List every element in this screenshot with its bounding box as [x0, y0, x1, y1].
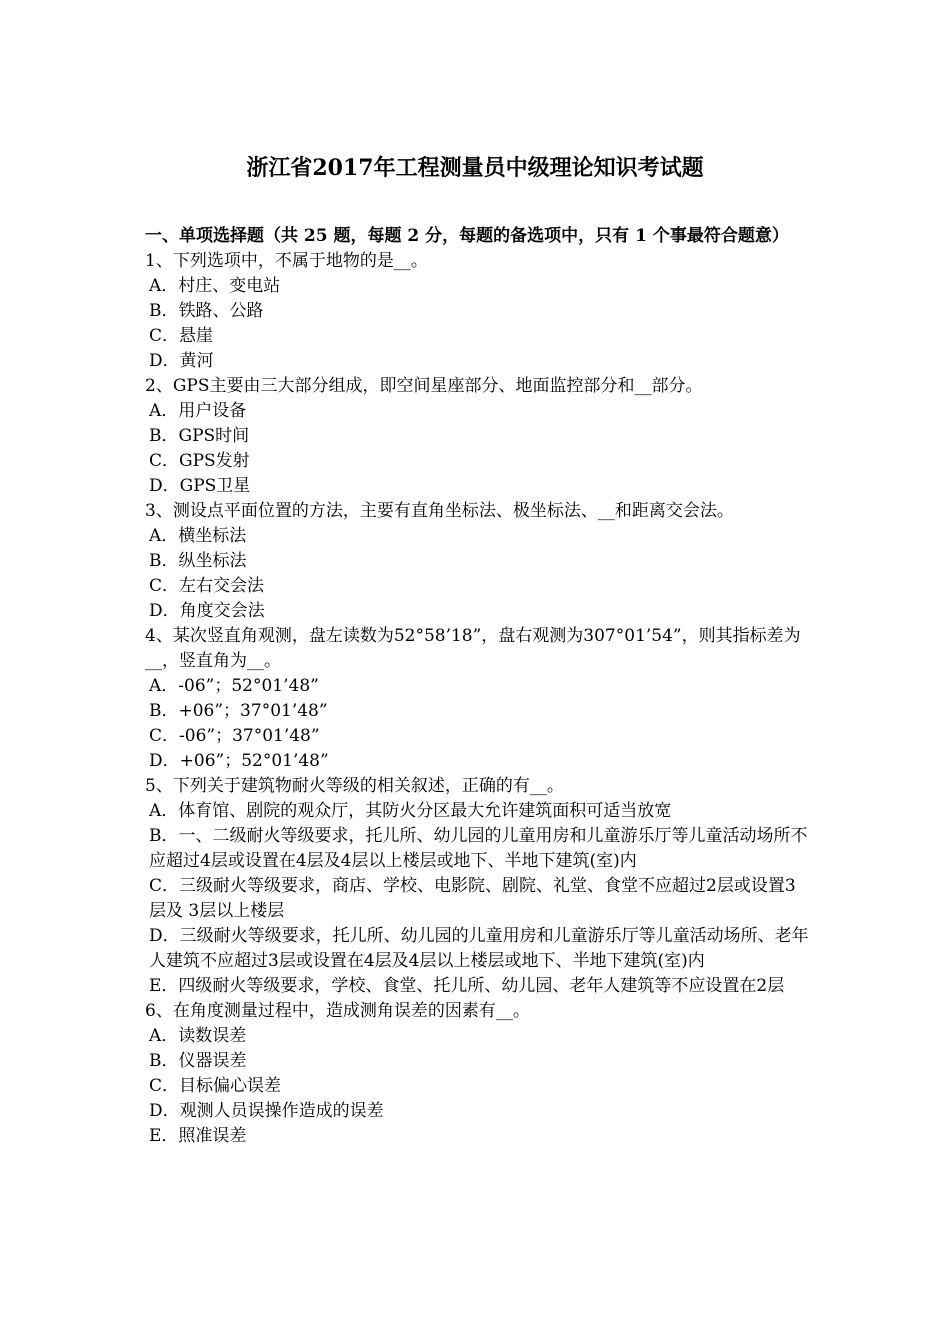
question-block: [145, 249, 810, 374]
option-c: C．左右交会法: [149, 576, 265, 596]
question-text: 3、测设点平面位置的方法，主要有直角坐标法、极坐标法、__和距离交会法。: [145, 501, 734, 521]
question-text: 5、下列关于建筑物耐火等级的相关叙述，正确的有__。: [145, 776, 564, 796]
option-b: B．+06”；37°01’48”: [149, 701, 328, 721]
option-d: D．观测人员误操作造成的误差: [149, 1101, 384, 1121]
question-block: [145, 624, 810, 774]
option-d: D．黄河: [149, 351, 214, 371]
option-d: D．+06”；52°01’48”: [149, 751, 329, 771]
option-b: B．纵坐标法: [149, 551, 247, 571]
option-b: B．仪器误差: [149, 1051, 247, 1071]
option-a: A．村庄、变电站: [149, 276, 281, 296]
question-text: 2、GPS主要由三大部分组成，即空间星座部分、地面监控部分和__部分。: [145, 376, 703, 396]
option-a: A．-06”；52°01’48”: [149, 676, 319, 696]
option-d: D．角度交会法: [149, 601, 265, 621]
option-c: C．三级耐火等级要求，商店、学校、电影院、剧院、礼堂、食堂不应超过2层或设置3层及 3层以上楼层: [149, 876, 796, 921]
question-block: [145, 999, 810, 1149]
question-block: [145, 499, 810, 624]
document-body: [145, 224, 810, 1149]
option-c: C．目标偏心误差: [149, 1076, 282, 1096]
option-a: A．横坐标法: [149, 526, 247, 546]
question-text: 6、在角度测量过程中，造成测角误差的因素有__。: [145, 1001, 530, 1021]
option-a: A．体育馆、剧院的观众厅，其防火分区最大允许建筑面积可适当放宽: [149, 801, 672, 821]
option-c: C．-06”；37°01’48”: [149, 726, 320, 746]
option-c: C．GPS发射: [149, 451, 250, 471]
question-block: [145, 374, 810, 499]
question-text: 4、某次竖直角观测，盘左读数为52°58’18”，盘右观测为307°01’54”，则其指标差为__，竖直角为__。: [145, 626, 801, 671]
option-e: E．照准误差: [149, 1126, 247, 1146]
question-text: 1、下列选项中，不属于地物的是__。: [145, 251, 428, 271]
section-heading: 一、单项选择题（共 25 题，每题 2 分，每题的备选项中，只有 1 个事最符合题意）: [145, 226, 789, 246]
question-block: [145, 774, 810, 999]
option-b: B．铁路、公路: [149, 301, 264, 321]
option-d: D．GPS卫星: [149, 476, 251, 496]
option-b: B．一、二级耐火等级要求，托儿所、幼儿园的儿童用房和儿童游乐厅等儿童活动场所不应超过4层或设置在4层及4层以上楼层或地下、半地下建筑(室)内: [149, 826, 808, 871]
option-d: D．三级耐火等级要求，托儿所、幼儿园的儿童用房和儿童游乐厅等儿童活动场所、老年人建筑不应超过3层或设置在4层及4层以上楼层或地下、半地下建筑(室)内: [149, 926, 809, 971]
option-a: A．读数误差: [149, 1026, 247, 1046]
document-title: 浙江省2017年工程测量员中级理论知识考试题: [246, 155, 704, 181]
option-e: E．四级耐火等级要求，学校、食堂、托儿所、幼儿园、老年人建筑等不应设置在2层: [149, 976, 785, 996]
option-a: A．用户设备: [149, 401, 247, 421]
option-c: C．悬崖: [149, 326, 214, 346]
option-b: B．GPS时间: [149, 426, 250, 446]
